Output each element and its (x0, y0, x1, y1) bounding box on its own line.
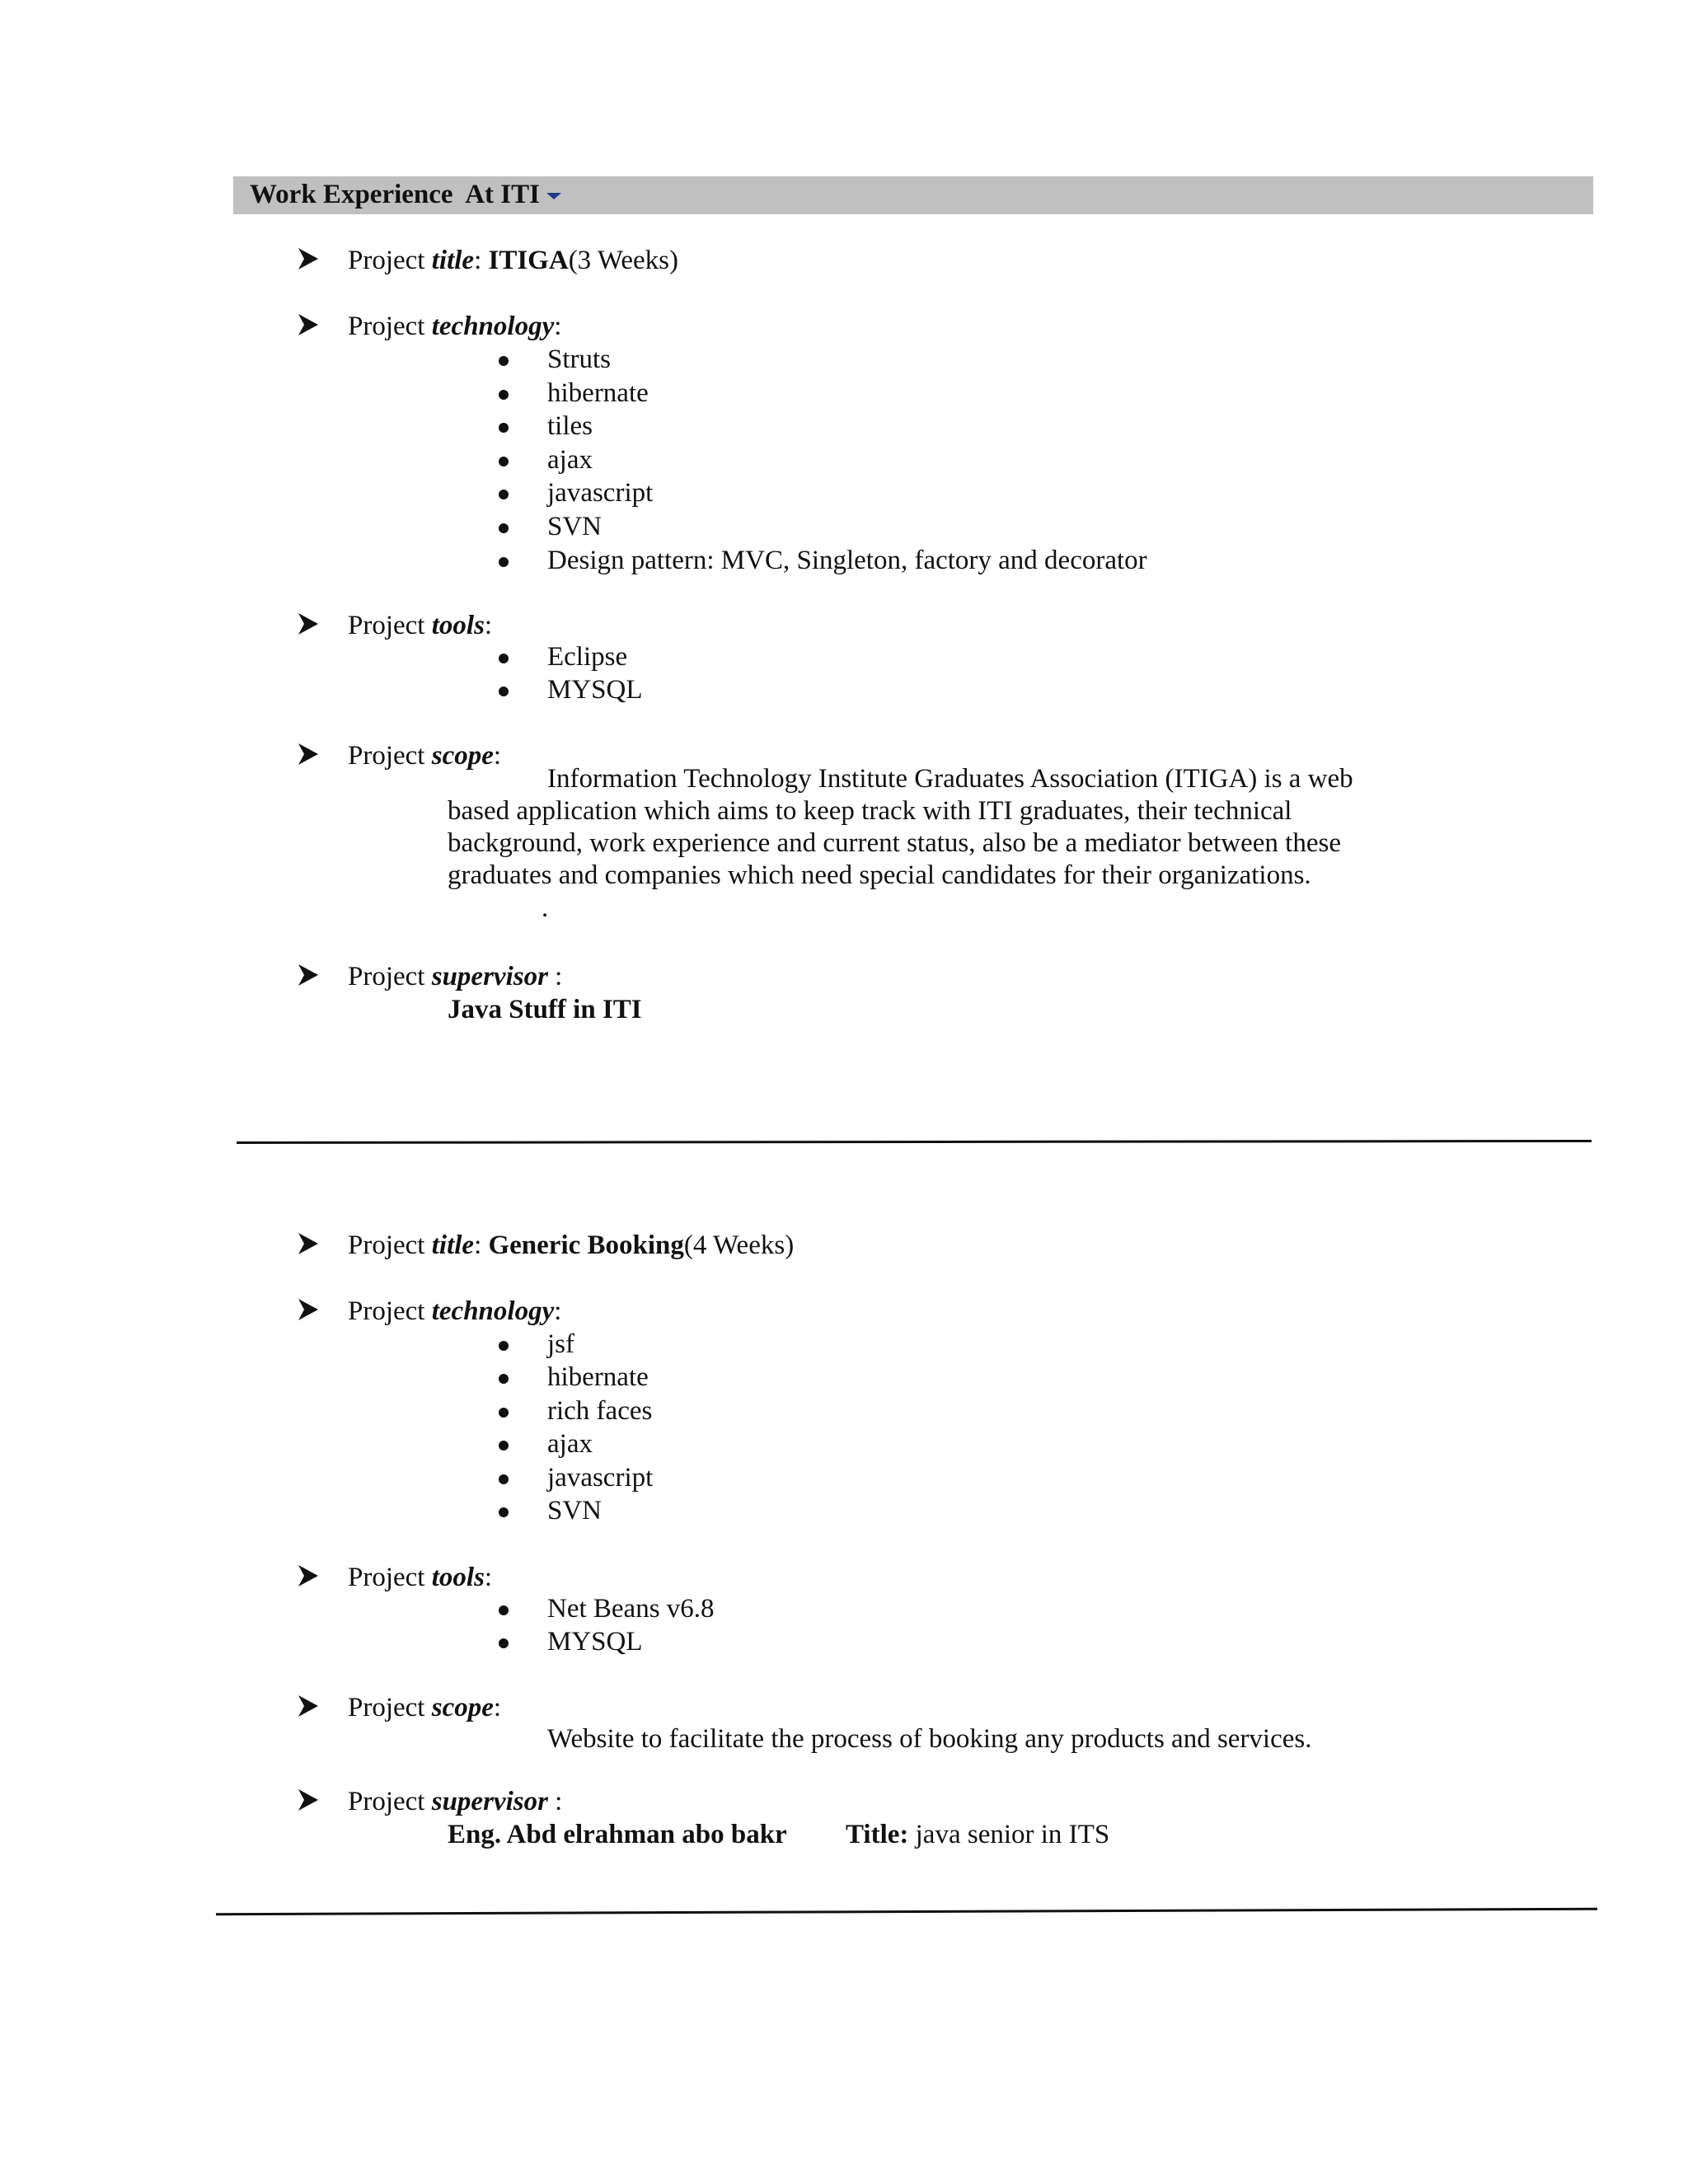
list-item: MYSQL (547, 1627, 643, 1657)
bullet-dot-icon (499, 423, 509, 433)
project-technology-label: Project technology: (348, 312, 562, 341)
list-item: Struts (547, 344, 612, 374)
arrow-bullet-icon (297, 612, 320, 636)
list-item: SVN (547, 512, 603, 541)
arrow-bullet-icon (297, 1231, 320, 1256)
list-item: Net Beans v6.8 (547, 1594, 715, 1624)
project-supervisor-label: Project supervisor : (348, 962, 563, 991)
bullet-dot-icon (499, 557, 509, 567)
list-item: SVN (547, 1496, 603, 1526)
list-item: MYSQL (547, 675, 643, 705)
list-item: javascript (547, 478, 654, 509)
project-tools-label: Project tools: (348, 611, 493, 640)
bullet-dot-icon (499, 356, 509, 366)
section-header-title (250, 178, 561, 211)
bullet-dot-icon (499, 523, 509, 533)
arrow-bullet-icon (297, 963, 320, 987)
project-scope-text: Website to facilitate the process of booking any products and services. (547, 1724, 1312, 1754)
arrow-bullet-icon (297, 1694, 320, 1718)
project-title-value: Generic Booking (488, 1230, 684, 1260)
bullet-dot-icon (499, 1441, 509, 1451)
list-item: ajax (547, 1429, 593, 1460)
arrow-bullet-icon (297, 1563, 320, 1588)
supervisor-name: Java Stuff in ITI (448, 995, 642, 1024)
section-title-text: Work Experience At ITI (250, 180, 540, 209)
project-title-value: ITIGA (488, 246, 569, 275)
project-title-row: Project title: Generic Booking(4 Weeks) (348, 1230, 795, 1260)
arrow-bullet-icon (297, 1297, 320, 1322)
project-title-row: Project title: ITIGA(3 Weeks) (348, 246, 678, 275)
section-divider (237, 1140, 1592, 1144)
section-header-bar (233, 176, 1593, 214)
bullet-dot-icon (499, 1408, 509, 1418)
supervisor-title: Title: java senior in ITS (846, 1820, 1110, 1849)
bullet-dot-icon (499, 1374, 509, 1384)
dropdown-caret-icon[interactable] (546, 193, 561, 199)
bullet-dot-icon (499, 1341, 509, 1351)
project-technology-label: Project technology: (348, 1296, 562, 1326)
scope-trailing-dot: . (542, 893, 549, 923)
list-item: rich faces (547, 1395, 653, 1426)
project-tools-label: Project tools: (348, 1563, 493, 1592)
arrow-bullet-icon (297, 742, 320, 766)
list-item: Eclipse (547, 642, 628, 672)
bullet-dot-icon (499, 390, 509, 400)
bullet-dot-icon (499, 490, 509, 499)
arrow-bullet-icon (297, 312, 320, 337)
list-item: hibernate (547, 377, 649, 408)
section-divider (216, 1908, 1597, 1915)
bullet-dot-icon (499, 1605, 509, 1615)
list-item: hibernate (547, 1362, 649, 1393)
bullet-dot-icon (499, 1638, 509, 1648)
list-item: javascript (547, 1462, 654, 1493)
bullet-dot-icon (499, 654, 509, 663)
project-scope-label: Project scope: (348, 1693, 502, 1722)
list-item: tiles (547, 411, 593, 442)
supervisor-name: Eng. Abd elrahman abo bakr (448, 1820, 787, 1849)
arrow-bullet-icon (297, 1788, 320, 1812)
bullet-dot-icon (499, 687, 509, 696)
project-duration: (3 Weeks) (568, 246, 678, 275)
list-item: ajax (547, 444, 593, 475)
list-item: jsf (547, 1329, 574, 1359)
project-supervisor-label: Project supervisor : (348, 1787, 563, 1816)
project-duration: (4 Weeks) (683, 1230, 795, 1260)
bullet-dot-icon (499, 1474, 509, 1484)
bullet-dot-icon (499, 457, 509, 466)
project-scope-label: Project scope: (348, 741, 502, 771)
list-item: Design pattern: MVC, Singleton, factory and decorator (547, 545, 1147, 575)
project-scope-text: Information Technology Institute Graduates Association (ITIGA) is a web based application which aims to keep track with ITI graduates, their technical background, work experience and current status, also be a mediator between these graduates and companies which need special candidates for their organizations. (448, 764, 1353, 890)
arrow-bullet-icon (297, 246, 320, 271)
bullet-dot-icon (499, 1507, 509, 1517)
